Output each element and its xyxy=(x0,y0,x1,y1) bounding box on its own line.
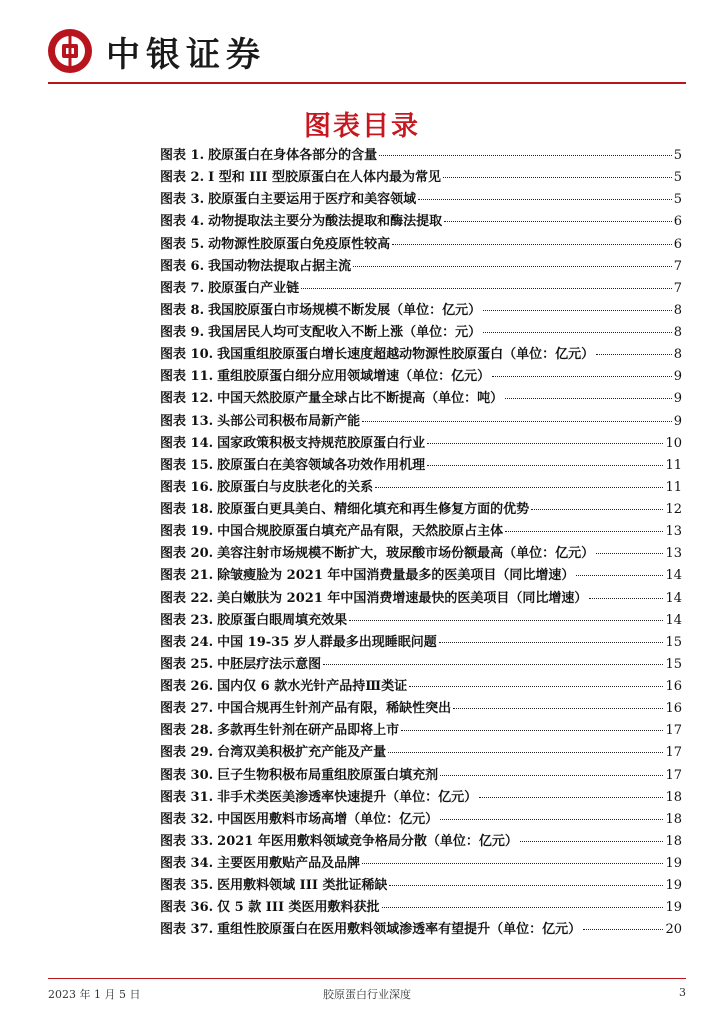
toc-entry-label: 图表 28. xyxy=(160,723,214,739)
toc-dot-leader xyxy=(401,730,663,731)
toc-entry-page: 6 xyxy=(673,214,682,230)
toc-entry-label: 图表 26. xyxy=(160,679,214,694)
toc-entry-title: 重组性胶原蛋白在医用敷料领域渗透率有望提升（单位：亿元） xyxy=(217,922,582,938)
toc-entry-page: 14 xyxy=(665,612,682,628)
toc-dot-leader xyxy=(483,332,672,333)
toc-entry-title: 中国天然胶原产量全球占比不断提高（单位：吨） xyxy=(217,391,504,407)
toc-dot-leader xyxy=(382,907,664,908)
toc-dot-leader xyxy=(375,487,663,488)
toc-entry-title: 巨子生物积极布局重组胶原蛋白填充剂 xyxy=(217,767,439,783)
toc-dot-leader xyxy=(505,398,672,399)
toc-entry-label: 图表 7. xyxy=(160,280,205,296)
toc-entry[interactable] xyxy=(160,764,682,786)
toc-entry-label: 图表 18. xyxy=(160,502,214,517)
toc-entry-page: 16 xyxy=(665,679,682,694)
toc-entry[interactable] xyxy=(160,520,682,542)
toc-dot-leader xyxy=(427,465,663,466)
toc-entry[interactable] xyxy=(160,321,682,343)
footer-date: 2023 年 1 月 5 日 xyxy=(48,988,141,1001)
toc-entry-label: 图表 15. xyxy=(160,457,214,473)
toc-dot-leader xyxy=(483,310,672,311)
toc-entry-label: 图表 32. xyxy=(160,811,214,827)
toc-entry-page: 6 xyxy=(673,236,682,252)
toc-entry-title: 胶原蛋白在美容领域各功效作用机理 xyxy=(217,457,426,473)
toc-entry-title: 除皱瘦脸为 2021 年中国消费量最多的医美项目（同比增速） xyxy=(217,568,575,584)
toc-dot-leader xyxy=(392,244,672,245)
toc-entry-title: 重组胶原蛋白细分应用领域增速（单位：亿元） xyxy=(217,369,491,385)
toc-entry[interactable] xyxy=(160,896,682,918)
toc-entry-label: 图表 23. xyxy=(160,612,214,628)
toc-dot-leader xyxy=(353,266,672,267)
toc-dot-leader xyxy=(492,376,672,377)
toc-dot-leader xyxy=(505,531,663,532)
toc-entry[interactable] xyxy=(160,144,682,166)
toc-entry[interactable] xyxy=(160,609,682,631)
header-divider xyxy=(48,82,686,84)
toc-entry-page: 14 xyxy=(665,568,682,584)
toc-entry-title: 动物源性胶原蛋白免疫原性较高 xyxy=(208,236,391,252)
toc-entry-label: 图表 16. xyxy=(160,479,214,495)
toc-entry-label: 图表 34. xyxy=(160,856,214,871)
toc-entry-title: 胶原蛋白眼周填充效果 xyxy=(217,612,348,628)
footer-divider xyxy=(48,978,686,979)
toc-entry[interactable] xyxy=(160,498,682,520)
toc-entry-title: 胶原蛋白更具美白、精细化填充和再生修复方面的优势 xyxy=(217,502,530,517)
toc-entry-title: 我国重组胶原蛋白增长速度超越动物源性胶原蛋白（单位：亿元） xyxy=(217,347,595,363)
toc-entry[interactable] xyxy=(160,166,682,188)
toc-entry-page: 7 xyxy=(673,258,682,274)
toc-entry-label: 图表 25. xyxy=(160,656,214,672)
toc-dot-leader xyxy=(362,421,672,422)
page-title: 图表目录 xyxy=(304,111,420,142)
toc-entry-label: 图表 1. xyxy=(160,148,205,163)
toc-entry-label: 图表 29. xyxy=(160,745,214,761)
toc-entry-label: 图表 10. xyxy=(160,347,214,363)
toc-entry-label: 图表 3. xyxy=(160,192,205,208)
toc-entry-title: 头部公司积极布局新产能 xyxy=(217,413,361,429)
toc-entry-label: 图表 24. xyxy=(160,634,214,650)
toc-entry-label: 图表 27. xyxy=(160,701,214,717)
toc-dot-leader xyxy=(453,708,663,709)
toc-entry-label: 图表 8. xyxy=(160,302,205,318)
toc-entry-label: 图表 5. xyxy=(160,236,205,252)
toc-entry-page: 19 xyxy=(665,900,682,916)
toc-entry-title: 医用敷料领域 III 类批证稀缺 xyxy=(217,878,388,894)
toc-dot-leader xyxy=(583,929,663,930)
toc-entry-title: 中国 19-35 岁人群最多出现睡眠问题 xyxy=(217,634,437,650)
toc-entry-page: 9 xyxy=(673,369,682,385)
toc-entry-page: 13 xyxy=(665,546,682,562)
toc-entry[interactable] xyxy=(160,631,682,653)
toc-dot-leader xyxy=(596,354,672,355)
toc-entry[interactable] xyxy=(160,410,682,432)
toc-entry-page: 17 xyxy=(665,745,682,761)
toc-entry-page: 5 xyxy=(673,192,682,208)
toc-entry-page: 8 xyxy=(673,325,682,340)
toc-dot-leader xyxy=(349,620,663,621)
footer-report-name: 胶原蛋白行业深度 xyxy=(323,988,411,1001)
toc-entry-page: 8 xyxy=(673,302,682,318)
toc-dot-leader xyxy=(444,221,672,222)
toc-entry-title: 非手术类医美渗透率快速提升（单位：亿元） xyxy=(217,789,478,805)
toc-entry[interactable] xyxy=(160,564,682,586)
table-of-figures xyxy=(160,144,682,941)
toc-dot-leader xyxy=(301,288,672,289)
toc-entry-title: 动物提取法主要分为酸法提取和酶法提取 xyxy=(208,214,443,230)
toc-entry[interactable] xyxy=(160,387,682,409)
toc-entry-page: 9 xyxy=(673,413,682,429)
toc-entry-title: 胶原蛋白与皮肤老化的关系 xyxy=(217,479,374,495)
toc-entry-page: 18 xyxy=(665,833,682,849)
toc-entry-label: 图表 19. xyxy=(160,524,214,540)
toc-entry-page: 15 xyxy=(665,634,682,650)
toc-entry-title: 中国医用敷料市场高增（单位：亿元） xyxy=(217,811,439,827)
toc-entry-label: 图表 11. xyxy=(160,369,214,385)
toc-entry-title: 国内仅 6 款水光针产品持Ⅲ类证 xyxy=(217,679,408,694)
toc-dot-leader xyxy=(576,575,663,576)
toc-entry-page: 15 xyxy=(665,656,682,672)
toc-entry-label: 图表 35. xyxy=(160,878,214,894)
toc-entry[interactable] xyxy=(160,233,682,255)
toc-dot-leader xyxy=(418,199,672,200)
toc-entry-title: 仅 5 款 III 类医用敷料获批 xyxy=(217,900,380,916)
toc-entry[interactable] xyxy=(160,786,682,808)
toc-entry-title: 台湾双美积极扩充产能及产量 xyxy=(217,745,387,761)
toc-entry-page: 8 xyxy=(673,347,682,363)
toc-entry-title: 主要医用敷贴产品及品牌 xyxy=(217,856,361,871)
toc-entry-page: 17 xyxy=(665,767,682,783)
toc-entry-page: 11 xyxy=(665,457,682,473)
toc-entry-label: 图表 4. xyxy=(160,214,205,230)
toc-dot-leader xyxy=(427,443,663,444)
toc-dot-leader xyxy=(443,177,672,178)
toc-entry-page: 7 xyxy=(673,280,682,296)
toc-entry-page: 13 xyxy=(665,524,682,540)
toc-entry[interactable] xyxy=(160,918,682,940)
toc-entry-label: 图表 2. xyxy=(160,170,205,186)
toc-entry[interactable] xyxy=(160,675,682,697)
brand-name: 中银证券 xyxy=(106,34,266,75)
toc-entry-title: 我国胶原蛋白市场规模不断发展（单位：亿元） xyxy=(208,302,482,318)
toc-entry[interactable] xyxy=(160,653,682,675)
toc-entry[interactable] xyxy=(160,697,682,719)
toc-entry-label: 图表 21. xyxy=(160,568,214,584)
toc-entry-page: 12 xyxy=(665,502,682,517)
toc-entry[interactable] xyxy=(160,277,682,299)
toc-entry-page: 10 xyxy=(665,435,682,451)
header xyxy=(48,26,266,76)
toc-entry-title: I 型和 III 型胶原蛋白在人体内最为常见 xyxy=(208,170,442,186)
toc-entry-title: 中国合规胶原蛋白填充产品有限，天然胶原占主体 xyxy=(217,524,504,540)
toc-entry-label: 图表 6. xyxy=(160,258,205,274)
toc-entry-page: 18 xyxy=(665,811,682,827)
toc-entry-page: 11 xyxy=(665,479,682,495)
toc-entry-page: 20 xyxy=(665,922,682,938)
toc-dot-leader xyxy=(520,841,664,842)
toc-entry-label: 图表 13. xyxy=(160,413,214,429)
toc-entry-title: 胶原蛋白产业链 xyxy=(208,280,300,296)
toc-dot-leader xyxy=(362,863,663,864)
toc-entry[interactable] xyxy=(160,210,682,232)
toc-entry-label: 图表 20. xyxy=(160,546,214,562)
toc-dot-leader xyxy=(596,553,663,554)
toc-entry-title: 中胚层疗法示意图 xyxy=(217,656,322,672)
toc-entry[interactable] xyxy=(160,874,682,896)
toc-dot-leader xyxy=(379,155,672,156)
toc-entry-title: 胶原蛋白主要运用于医疗和美容领域 xyxy=(208,192,417,208)
toc-dot-leader xyxy=(589,598,663,599)
toc-entry[interactable] xyxy=(160,432,682,454)
toc-entry[interactable] xyxy=(160,476,682,498)
toc-entry-page: 17 xyxy=(665,723,682,739)
toc-entry-label: 图表 37. xyxy=(160,922,214,938)
toc-dot-leader xyxy=(531,509,663,510)
toc-entry[interactable] xyxy=(160,255,682,277)
toc-entry-title: 中国合规再生针剂产品有限，稀缺性突出 xyxy=(217,701,452,717)
toc-dot-leader xyxy=(479,797,663,798)
toc-entry-page: 5 xyxy=(673,170,682,186)
toc-entry-label: 图表 9. xyxy=(160,325,205,340)
toc-entry-label: 图表 31. xyxy=(160,789,214,805)
toc-entry[interactable] xyxy=(160,188,682,210)
toc-entry[interactable] xyxy=(160,830,682,852)
toc-dot-leader xyxy=(389,885,663,886)
toc-entry-title: 我国动物法提取占据主流 xyxy=(208,258,352,274)
toc-entry-page: 19 xyxy=(665,878,682,894)
toc-entry-title: 2021 年医用敷料领域竞争格局分散（单位：亿元） xyxy=(217,833,518,849)
footer-page-number: 3 xyxy=(679,986,686,999)
toc-dot-leader xyxy=(440,775,663,776)
toc-dot-leader xyxy=(409,686,663,687)
toc-entry[interactable] xyxy=(160,454,682,476)
toc-entry-title: 胶原蛋白在身体各部分的含量 xyxy=(208,148,378,163)
toc-entry[interactable] xyxy=(160,719,682,741)
toc-entry-page: 19 xyxy=(665,856,682,871)
toc-entry-title: 国家政策积极支持规范胶原蛋白行业 xyxy=(217,435,426,451)
toc-dot-leader xyxy=(388,752,663,753)
toc-entry-label: 图表 12. xyxy=(160,391,214,407)
toc-dot-leader xyxy=(323,664,663,665)
toc-entry-page: 16 xyxy=(665,701,682,717)
toc-entry-page: 14 xyxy=(665,590,682,606)
toc-entry-page: 9 xyxy=(673,391,682,407)
toc-entry-label: 图表 30. xyxy=(160,767,214,783)
toc-entry-title: 我国居民人均可支配收入不断上涨（单位：元） xyxy=(208,325,482,340)
toc-entry-label: 图表 33. xyxy=(160,833,214,849)
toc-entry-page: 18 xyxy=(665,789,682,805)
toc-entry-title: 多款再生针剂在研产品即将上市 xyxy=(217,723,400,739)
toc-entry[interactable] xyxy=(160,808,682,830)
toc-dot-leader xyxy=(440,819,663,820)
toc-entry[interactable] xyxy=(160,852,682,874)
toc-entry[interactable] xyxy=(160,587,682,609)
toc-entry[interactable] xyxy=(160,299,682,321)
bank-of-china-logo xyxy=(48,29,92,73)
toc-entry[interactable] xyxy=(160,365,682,387)
toc-entry[interactable] xyxy=(160,542,682,564)
toc-entry[interactable] xyxy=(160,343,682,365)
toc-entry-title: 美白嫩肤为 2021 年中国消费增速最快的医美项目（同比增速） xyxy=(217,590,588,606)
toc-entry[interactable] xyxy=(160,741,682,763)
toc-entry-title: 美容注射市场规模不断扩大，玻尿酸市场份额最高（单位：亿元） xyxy=(217,546,595,562)
toc-entry-label: 图表 14. xyxy=(160,435,214,451)
toc-entry-label: 图表 36. xyxy=(160,900,214,916)
toc-dot-leader xyxy=(439,642,664,643)
toc-entry-label: 图表 22. xyxy=(160,590,214,606)
toc-entry-page: 5 xyxy=(673,148,682,163)
